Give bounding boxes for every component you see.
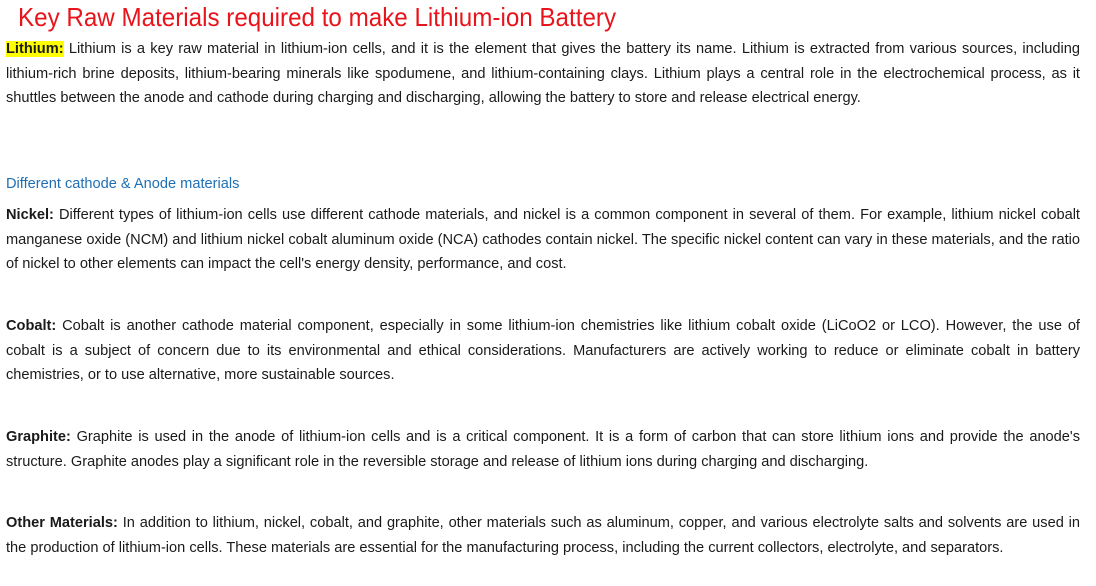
text-graphite: Graphite is used in the anode of lithium-ion cells and is a critical component. It is a form of carbon that can store lithium ions and provide the anode's structure. Graphite anodes play a significant role in the reversible storage and release of lithium ions during charging and discharging. <box>6 429 1080 470</box>
term-other-materials: Other Materials: <box>6 515 118 531</box>
paragraph-other-materials <box>6 511 1080 560</box>
term-graphite: Graphite: <box>6 429 71 445</box>
paragraph-nickel <box>6 203 1080 277</box>
page-title: Key Raw Materials required to make Lithium-ion Battery <box>18 2 617 32</box>
term-cobalt: Cobalt: <box>6 318 57 334</box>
text-cobalt: Cobalt is another cathode material component, especially in some lithium-ion chemistries like lithium cobalt oxide (LiCoO2 or LCO). However, the use of cobalt is a subject of concern due to its environmental and ethical considerations. Manufacturers are actively working to reduce or eliminate cobalt in battery chemistries, or to use alternative, more sustainable sources. <box>6 318 1080 383</box>
term-nickel: Nickel: <box>6 207 54 223</box>
text-nickel: Different types of lithium-ion cells use different cathode materials, and nickel is a common component in several of them. For example, lithium nickel cobalt manganese oxide (NCM) and lithium nickel cobalt aluminum oxide (NCA) cathodes contain nickel. The specific nickel content can vary in these materials, and the ratio of nickel to other elements can impact the cell's energy density, performance, and cost. <box>6 207 1080 272</box>
section-subheading: Different cathode & Anode materials <box>6 176 240 192</box>
paragraph-cobalt <box>6 314 1080 388</box>
term-lithium: Lithium: <box>6 41 64 57</box>
paragraph-lithium <box>6 37 1080 111</box>
paragraph-graphite <box>6 425 1080 474</box>
text-other-materials: In addition to lithium, nickel, cobalt, and graphite, other materials such as aluminum, copper, and various electrolyte salts and solvents are used in the production of lithium-ion cells. These materials are essential for the manufacturing process, including the current collectors, electrolyte, and separators. <box>6 515 1080 556</box>
text-lithium: Lithium is a key raw material in lithium-ion cells, and it is the element that gives the battery its name. Lithium is extracted from various sources, including lithium-rich brine deposits, lithium-bearing minerals like spodumene, and lithium-containing clays. Lithium plays a central role in the electrochemical process, as it shuttles between the anode and cathode during charging and discharging, allowing the battery to store and release electrical energy. <box>6 41 1080 106</box>
